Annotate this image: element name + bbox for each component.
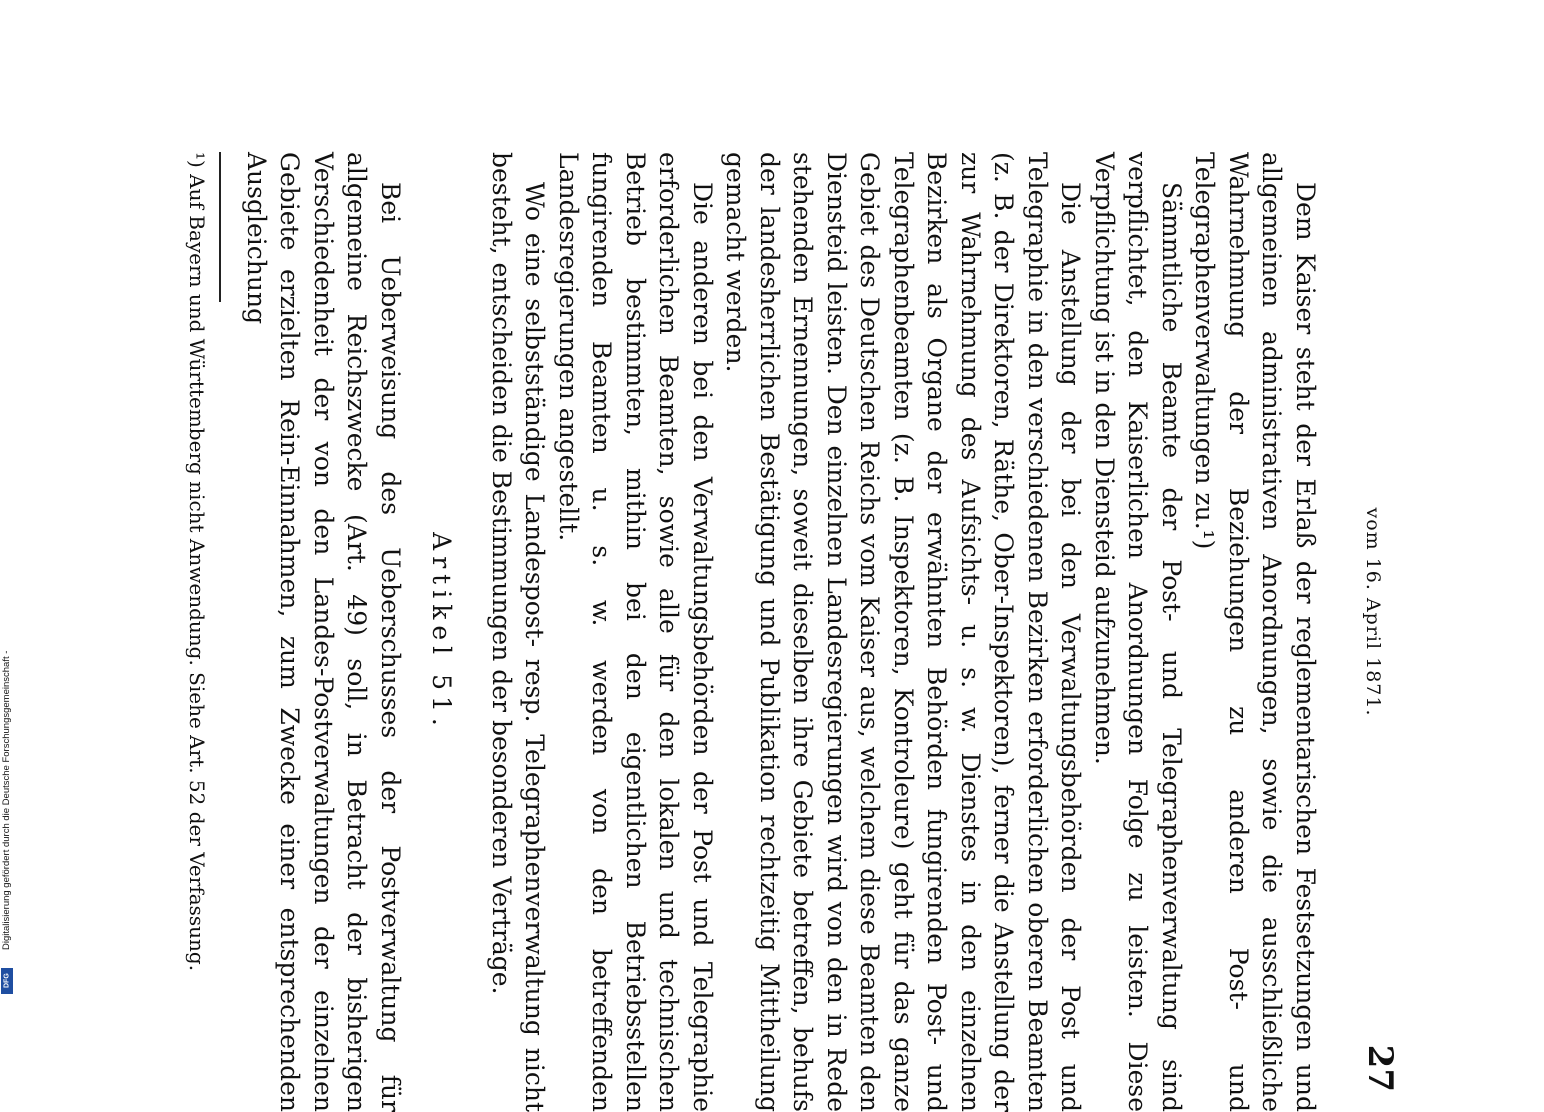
paragraph: Dem Kaiser steht der Erlaß der reglementarischen Festsetzungen und allgemeinen administrativen Anordnungen, sowie die ausschließliche Wahrnehmung der Beziehungen zu anderen Post- und Telegraphenverwaltungen zu.¹) [1190, 152, 1320, 1112]
paragraph: Wo eine selbstständige Landespost- resp. Telegraphenverwaltung nicht besteht, entscheiden die Bestimmungen der besonderen Verträge. [487, 152, 550, 1112]
article-paragraph: Bei Ueberweisung des Ueberschusses der Postverwaltung für allgemeine Reichszwecke (Art. 49) soll, in Betracht der bisherigen Verschiedenheit der von den Landes-Postverwaltungen der einzelnen Gebiete erzielten Rein-Einnahmen, zum Zwecke einer entsprechenden Ausgleichung [242, 152, 405, 1112]
paragraph: Die Anstellung der bei den Verwaltungsbehörden der Post und Telegraphie in den verschiedenen Bezirken erforderlichen oberen Beamten (z. B. der Direktoren, Räthe, Ober-Inspektoren), ferner die Anstellung der zur Wahrnehmung des Aufsichts- u. s. w. Dienstes in den einzelnen Bezirken als Organe der erwähnten Behörden fungirenden Post- und Telegraphenbeamten (z. B. Inspektoren, Kontroleure) geht für das ganze Gebiet des Deutschen Reichs vom Kaiser aus, welchem diese Beamten den Diensteid leisten. Den einzelnen Landesregierungen wird von den in Rede stehenden Ernennungen, soweit dieselben ihre Gebiete betreffen, behufs der landesherrlichen Bestätigung und Publikation rechtzeitig Mittheilung gemacht werden. [721, 152, 1086, 1112]
footnote-divider [220, 152, 222, 302]
rotated-page-content [162, 112, 1402, 1112]
footnote: ¹) Auf Bayern und Württemberg nicht Anwendung. Siehe Art. 52 der Verfassung. [185, 152, 210, 972]
dfg-logo: DFG [1, 968, 13, 994]
page-header [1342, 112, 1402, 1112]
paragraph: Die anderen bei den Verwaltungsbehörden der Post und Telegraphie erforderlichen Beamten, sowie alle für den lokalen und technischen Betrieb bestimmten, mithin bei den eigentlichen Betriebsstellen fungirenden Beamten u. s. w. werden von den betreffenden Landesregierungen angestellt. [554, 152, 717, 1112]
article-heading: Artikel 51. [427, 532, 457, 732]
paragraph: Sämmtliche Beamte der Post- und Telegraphenverwaltung sind verpflichtet, den Kaiserlichen Anordnungen Folge zu leisten. Diese Verpflichtung ist in den Diensteid aufzunehmen. [1090, 152, 1186, 1112]
body-text [184, 152, 1323, 1112]
credit-text: Digitalisierung gefördert durch die Deutsche Forschungsgemeinschaft - [1, 650, 12, 950]
digitization-credit [0, 605, 14, 995]
running-head: vom 16. April 1871. [1362, 507, 1384, 717]
page-number: 27 [1360, 1044, 1400, 1092]
